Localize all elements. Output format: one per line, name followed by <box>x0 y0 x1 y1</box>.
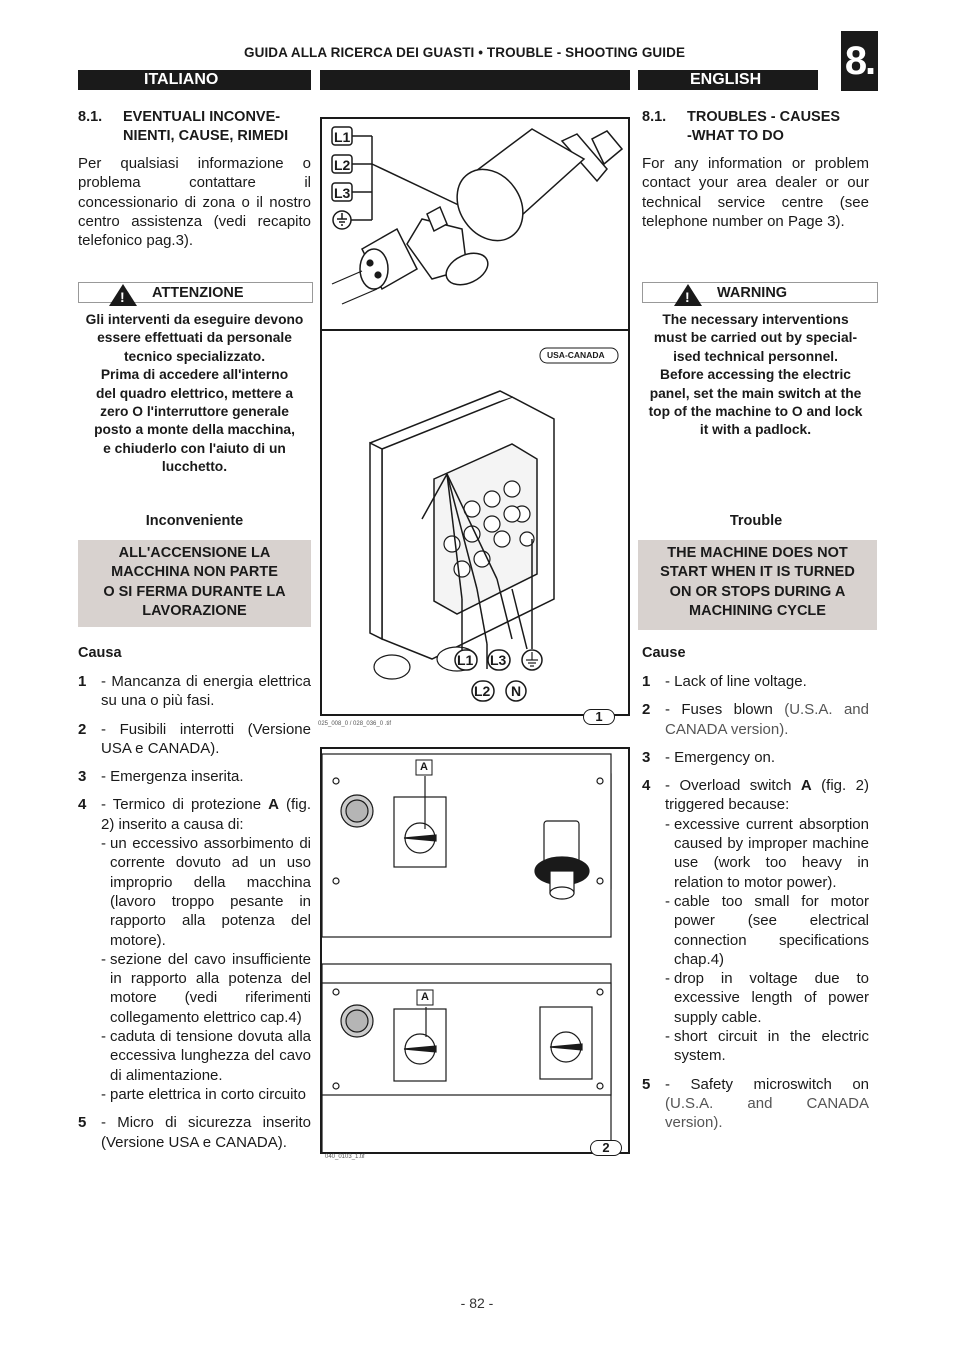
warning-line: essere effettuati da personale <box>97 330 292 346</box>
warning-triangle-icon <box>109 284 137 306</box>
plug-label-l3: L3 <box>334 185 351 201</box>
cause-item: 1 - Mancanza di energia elettrica su una o più fasi. <box>78 673 311 710</box>
switch-label-a-top: A <box>420 761 428 773</box>
cause-heading-italian: Causa <box>78 645 122 661</box>
trouble-line: ON OR STOPS DURING A <box>669 583 846 600</box>
sub-cause: - cable too small for motor power (see electrical connection specifications chap.4) <box>665 892 869 968</box>
cause-list-english <box>642 672 869 1142</box>
figure-2-number: 2 <box>590 1140 622 1156</box>
cause-item: 1 - Lack of line voltage. <box>642 673 807 690</box>
cause-list-italian <box>78 672 311 1161</box>
cause-item: 5 - Micro di sicurezza inserito (Versione USA e CANADA). <box>78 1114 311 1151</box>
figure-1-wiring <box>320 117 630 716</box>
control-panel-illustration <box>322 749 628 1152</box>
warning-text-english <box>642 311 869 440</box>
warning-line: e chiuderlo con l'aiuto di un <box>103 440 286 456</box>
cause-item: 2 - Fusibili interrotti (Versione USA e CANADA). <box>78 720 311 757</box>
plug-label-l2: L2 <box>334 157 351 173</box>
section-number: 8.1. <box>642 109 667 125</box>
trouble-line: MACCHINA NON PARTE <box>111 564 278 581</box>
cause-item: 2 - Fuses blown (U.S.A. and CANADA version). <box>642 701 869 738</box>
trouble-line: START WHEN IT IS TURNED <box>660 564 855 581</box>
trouble-line: THE MACHINE DOES NOT <box>667 545 848 561</box>
trouble-heading-english: Trouble <box>729 513 783 529</box>
section-title-english <box>642 108 878 146</box>
switch-label-a-bottom: A <box>421 991 429 1003</box>
figure-1-number: 1 <box>583 709 615 725</box>
warning-box-italian <box>78 282 313 303</box>
trouble-line: LAVORAZIONE <box>142 603 247 620</box>
section-title-line1: TROUBLES - CAUSES <box>687 109 841 125</box>
warning-line: lucchetto. <box>161 459 228 475</box>
figure-2-control-panels <box>320 747 630 1154</box>
sub-cause: - parte elettrica in corto circuito <box>101 1085 306 1103</box>
sub-cause: - excessive current absorption caused by improper machine use (work too heavy in relation to motor power). <box>665 815 869 891</box>
trouble-box-italian <box>78 540 311 627</box>
warning-line: it with a padlock. <box>699 422 812 438</box>
warning-line: tecnico specializzato. <box>123 348 266 364</box>
running-title: GUIDA ALLA RICERCA DEI GUASTI • TROUBLE - SHOOTING GUIDE <box>244 45 686 60</box>
warning-line: del quadro elettrico, mettere a <box>95 385 294 401</box>
wiring-diagram-illustration <box>322 119 628 714</box>
intro-italian: Per qualsiasi informazione o problema contattare il concessionario di zona o il nostro centro assistenza (vedi recapito telefonico pag.3). <box>78 155 311 250</box>
cause-item: 5 - Safety microswitch on (U.S.A. and CANADA version). <box>642 1075 869 1132</box>
cause-item: 4 - Overload switch A (fig. 2) triggered because: <box>642 777 869 814</box>
warning-line: panel, set the main switch at the <box>649 385 862 401</box>
warning-line: Prima di accedere all'interno <box>100 367 289 383</box>
figure-2-ref: 040_0103_1.tif <box>325 1154 365 1160</box>
warning-line: Before accessing the electric <box>660 367 851 383</box>
warning-box-english <box>642 282 878 303</box>
warning-line: posto a monte della macchina, <box>94 422 295 438</box>
lang-bar-center <box>320 70 630 90</box>
cause-item: 3 - Emergenza inserita. <box>78 768 244 786</box>
sub-cause: - caduta di tensione dovuta alla eccessiva lunghezza del cavo di alimentazione. <box>101 1028 311 1084</box>
trouble-line: MACHINING CYCLE <box>689 603 826 620</box>
usa-canada-badge: USA-CANADA <box>547 350 605 360</box>
section-title-italian <box>78 108 311 146</box>
warning-line: Gli interventi da eseguire devono <box>85 312 304 327</box>
warning-label: ATTENZIONE <box>152 285 244 301</box>
warning-line: must be carried out by special- <box>653 330 858 346</box>
cause-item: 3 - Emergency on. <box>642 748 776 766</box>
trouble-box-english <box>638 540 877 630</box>
terminal-label-l3: L3 <box>490 652 507 668</box>
warning-line: top of the machine to O and lock <box>648 404 863 420</box>
chapter-tab: 8. <box>841 31 878 91</box>
lang-bar-english: ENGLISH <box>638 70 818 90</box>
trouble-line: ALL'ACCENSIONE LA <box>118 545 271 561</box>
sub-cause: - un eccessivo assorbimento di corrente dovuto ad un uso improprio della macchina (lavoro troppo pesante in rapporto alla potenza del motore). <box>101 835 311 949</box>
warning-line: The necessary interventions <box>662 312 849 327</box>
section-title-line1: EVENTUALI INCONVE- <box>123 109 281 125</box>
warning-triangle-icon <box>674 284 702 306</box>
lang-bar-italian: ITALIANO <box>78 70 311 90</box>
trouble-heading-italian: Inconveniente <box>145 513 244 529</box>
terminal-label-n: N <box>511 683 522 699</box>
terminal-label-l1: L1 <box>457 652 474 668</box>
warning-line: zero O l'interruttore generale <box>100 404 289 420</box>
warning-text-italian <box>78 311 311 477</box>
sub-cause: - sezione del cavo insufficiente in rapporto alla potenza del motore (vedi riferimenti collegamento elettrico cap.4) <box>101 950 311 1026</box>
terminal-label-l2: L2 <box>474 683 491 699</box>
section-title-line2: -WHAT TO DO <box>687 128 784 144</box>
intro-english: For any information or problem contact your area dealer or our technical service centre (see telephone number on Page 3). <box>642 155 869 230</box>
figure-1-ref: 025_008_0 / 028_036_0 .tif <box>318 721 392 727</box>
cause-item: 4 - Termico di protezione A (fig. 2) inserito a causa di: <box>78 796 311 833</box>
sub-cause: - drop in voltage due to excessive length of power supply cable. <box>665 970 869 1026</box>
plug-label-l1: L1 <box>334 129 351 145</box>
sub-cause: - short circuit in the electric system. <box>665 1028 869 1065</box>
section-title-line2: NIENTI, CAUSE, RIMEDI <box>123 128 289 144</box>
page-number: - 82 - <box>460 1295 494 1311</box>
warning-label: WARNING <box>717 285 788 301</box>
warning-line: ised technical personnel. <box>673 348 838 364</box>
trouble-line: O SI FERMA DURANTE LA <box>103 583 286 600</box>
cause-heading-english: Cause <box>642 645 686 661</box>
section-number: 8.1. <box>78 109 103 125</box>
